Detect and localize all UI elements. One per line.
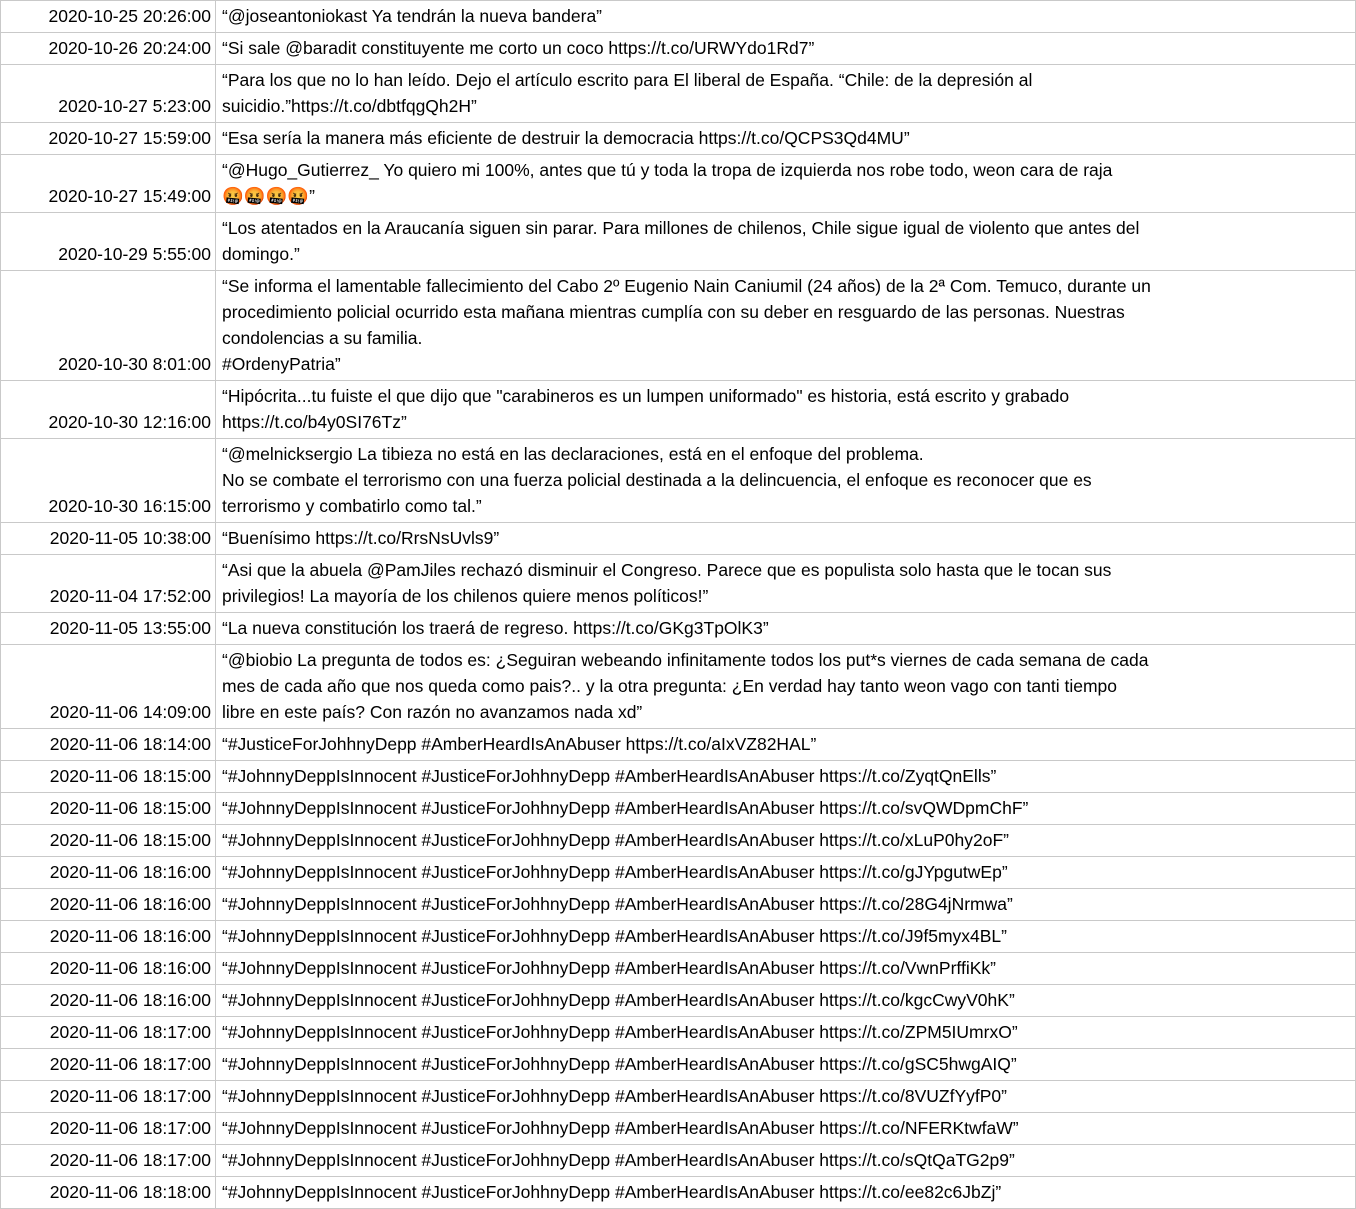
tweet-text: “#JohnnyDeppIsInnocent #JusticeForJohhnyDepp #AmberHeardIsAnAbuser https://t.co/gSC5hwgAIQ” [222, 1054, 1017, 1074]
table-row [0, 953, 1356, 985]
date-value: 2020-10-26 20:24:00 [48, 38, 211, 58]
table-row [0, 1113, 1356, 1145]
tweet-text-cell[interactable] [216, 1, 1356, 32]
date-value: 2020-11-06 18:16:00 [49, 894, 211, 914]
date-value: 2020-11-06 18:15:00 [49, 830, 211, 850]
tweet-text-cell[interactable] [216, 523, 1356, 554]
table-row [0, 123, 1356, 155]
date-value: 2020-11-06 18:16:00 [49, 926, 211, 946]
date-value: 2020-11-06 18:14:00 [49, 734, 211, 754]
tweet-text-cell[interactable] [216, 1017, 1356, 1048]
date-cell[interactable] [0, 729, 216, 760]
date-cell[interactable] [0, 1145, 216, 1176]
table-row [0, 645, 1356, 729]
date-cell[interactable] [0, 857, 216, 888]
table-row [0, 729, 1356, 761]
table-row [0, 921, 1356, 953]
date-cell[interactable] [0, 1017, 216, 1048]
table-row [0, 271, 1356, 381]
date-cell[interactable] [0, 1113, 216, 1144]
table-row [0, 985, 1356, 1017]
tweet-text-cell[interactable] [216, 155, 1356, 212]
tweet-text: “@Hugo_Gutierrez_ Yo quiero mi 100%, antes que tú y toda la tropa de izquierda nos robe todo, weon cara de raja 🤬🤬🤬🤬” [222, 160, 1113, 206]
table-row [0, 213, 1356, 271]
date-cell[interactable] [0, 1177, 216, 1208]
date-value: 2020-11-06 18:15:00 [49, 798, 211, 818]
table-row [0, 523, 1356, 555]
tweet-text: “@melnicksergio La tibieza no está en las declaraciones, está en el enfoque del problema. No se combate el terrorismo con una fuerza policial destinada a la delincuencia, el enfoque es reconocer que es terrorismo y combatirlo como tal.” [222, 444, 1092, 516]
date-cell[interactable] [0, 155, 216, 212]
tweet-text-cell[interactable] [216, 1113, 1356, 1144]
date-value: 2020-11-06 18:16:00 [49, 958, 211, 978]
tweet-text-cell[interactable] [216, 33, 1356, 64]
tweet-text: “#JohnnyDeppIsInnocent #JusticeForJohhnyDepp #AmberHeardIsAnAbuser https://t.co/J9f5myx4BL” [222, 926, 1007, 946]
date-cell[interactable] [0, 889, 216, 920]
date-cell[interactable] [0, 65, 216, 122]
tweet-text-cell[interactable] [216, 123, 1356, 154]
tweet-text: “#JohnnyDeppIsInnocent #JusticeForJohhnyDepp #AmberHeardIsAnAbuser https://t.co/8VUZfYyfP0” [222, 1086, 1007, 1106]
table-row [0, 613, 1356, 645]
date-value: 2020-10-25 20:26:00 [48, 6, 211, 26]
tweet-text-cell[interactable] [216, 793, 1356, 824]
tweet-text: “#JohnnyDeppIsInnocent #JusticeForJohhnyDepp #AmberHeardIsAnAbuser https://t.co/VwnPrffiKk” [222, 958, 996, 978]
date-value: 2020-11-04 17:52:00 [49, 586, 211, 606]
tweet-text: “Buenísimo https://t.co/RrsNsUvls9” [222, 528, 500, 548]
date-value: 2020-11-06 18:17:00 [49, 1022, 211, 1042]
date-cell[interactable] [0, 825, 216, 856]
date-value: 2020-11-06 18:17:00 [49, 1086, 211, 1106]
tweet-text-cell[interactable] [216, 761, 1356, 792]
tweet-text: “#JohnnyDeppIsInnocent #JusticeForJohhnyDepp #AmberHeardIsAnAbuser https://t.co/ee82c6JbZj” [222, 1182, 1002, 1202]
tweet-text-cell[interactable] [216, 1049, 1356, 1080]
tweet-text-cell[interactable] [216, 825, 1356, 856]
date-cell[interactable] [0, 555, 216, 612]
table-row [0, 1017, 1356, 1049]
tweet-text-cell[interactable] [216, 213, 1356, 270]
table-row [0, 825, 1356, 857]
table-row [0, 381, 1356, 439]
tweet-text: “Los atentados en la Araucanía siguen sin parar. Para millones de chilenos, Chile sigue igual de violento que antes del domingo.” [222, 218, 1140, 264]
tweet-text-cell[interactable] [216, 857, 1356, 888]
tweet-text-cell[interactable] [216, 1145, 1356, 1176]
date-cell[interactable] [0, 123, 216, 154]
tweet-text: “#JohnnyDeppIsInnocent #JusticeForJohhnyDepp #AmberHeardIsAnAbuser https://t.co/kgcCwyV0hK” [222, 990, 1015, 1010]
table-row [0, 555, 1356, 613]
date-value: 2020-10-27 15:49:00 [48, 186, 211, 206]
tweet-text: “#JohnnyDeppIsInnocent #JusticeForJohhnyDepp #AmberHeardIsAnAbuser https://t.co/gJYpgutwEp” [222, 862, 1008, 882]
date-cell[interactable] [0, 761, 216, 792]
date-value: 2020-11-06 18:17:00 [49, 1150, 211, 1170]
table-row [0, 439, 1356, 523]
table-row [0, 761, 1356, 793]
table-row [0, 857, 1356, 889]
tweet-text-cell[interactable] [216, 985, 1356, 1016]
date-value: 2020-10-30 8:01:00 [58, 354, 211, 374]
table-row [0, 155, 1356, 213]
tweet-text: “#JohnnyDeppIsInnocent #JusticeForJohhnyDepp #AmberHeardIsAnAbuser https://t.co/ZyqtQnElls” [222, 766, 997, 786]
table-row [0, 889, 1356, 921]
date-cell[interactable] [0, 1049, 216, 1080]
tweet-text-cell[interactable] [216, 271, 1356, 380]
tweet-text: “@biobio La pregunta de todos es: ¿Seguiran webeando infinitamente todos los put*s viernes de cada semana de cada mes de cada año que nos queda como pais?.. y la otra pregunta: ¿En verdad hay tanto weon vago con tanti tiempo libre en este país? Con razón no avanzamos nada xd” [222, 650, 1149, 722]
date-cell[interactable] [0, 271, 216, 380]
date-value: 2020-10-27 5:23:00 [58, 96, 211, 116]
date-cell[interactable] [0, 1, 216, 32]
date-cell[interactable] [0, 793, 216, 824]
tweet-text: “#JohnnyDeppIsInnocent #JusticeForJohhnyDepp #AmberHeardIsAnAbuser https://t.co/xLuP0hy2oF” [222, 830, 1009, 850]
date-value: 2020-10-30 12:16:00 [48, 412, 211, 432]
tweet-text: “#JohnnyDeppIsInnocent #JusticeForJohhnyDepp #AmberHeardIsAnAbuser https://t.co/NFERKtwfaW” [222, 1118, 1019, 1138]
tweet-text: “Para los que no lo han leído. Dejo el artículo escrito para El liberal de España. “Chile: de la depresión al suicidio.”https://t.co/dbtfqgQh2H” [222, 70, 1033, 116]
tweet-text: “Esa sería la manera más eficiente de destruir la democracia https://t.co/QCPS3Qd4MU” [222, 128, 910, 148]
tweet-text-cell[interactable] [216, 645, 1356, 728]
tweet-text: “La nueva constitución los traerá de regreso. https://t.co/GKg3TpOlK3” [222, 618, 769, 638]
date-value: 2020-11-06 14:09:00 [49, 702, 211, 722]
date-cell[interactable] [0, 953, 216, 984]
tweet-text: “Hipócrita...tu fuiste el que dijo que "carabineros es un lumpen uniformado" es historia, está escrito y grabado https://t.co/b4y0SI76Tz” [222, 386, 1070, 432]
date-value: 2020-10-30 16:15:00 [48, 496, 211, 516]
tweet-text-cell[interactable] [216, 889, 1356, 920]
tweet-text: “#JohnnyDeppIsInnocent #JusticeForJohhnyDepp #AmberHeardIsAnAbuser https://t.co/28G4jNrmwa” [222, 894, 1013, 914]
date-cell[interactable] [0, 645, 216, 728]
date-value: 2020-11-06 18:18:00 [49, 1182, 211, 1202]
tweet-text-cell[interactable] [216, 921, 1356, 952]
tweet-text: “Asi que la abuela @PamJiles rechazó disminuir el Congreso. Parece que es populista solo hasta que le tocan sus privilegios! La mayoría de los chilenos quiere menos políticos!” [222, 560, 1112, 606]
tweet-text-cell[interactable] [216, 65, 1356, 122]
date-value: 2020-10-27 15:59:00 [48, 128, 211, 148]
date-cell[interactable] [0, 439, 216, 522]
table-row [0, 1049, 1356, 1081]
table-row [0, 793, 1356, 825]
tweet-text: “Se informa el lamentable fallecimiento del Cabo 2º Eugenio Nain Caniumil (24 años) de la 2ª Com. Temuco, durante un procedimiento policial ocurrido esta mañana mientras cumplía con su deber en resguardo de las personas. Nuestras condolencias a su familia. #OrdenyPatria” [222, 276, 1151, 374]
tweet-text: “#JohnnyDeppIsInnocent #JusticeForJohhnyDepp #AmberHeardIsAnAbuser https://t.co/svQWDpmChF” [222, 798, 1029, 818]
tweet-text: “#JohnnyDeppIsInnocent #JusticeForJohhnyDepp #AmberHeardIsAnAbuser https://t.co/sQtQaTG2p9” [222, 1150, 1015, 1170]
tweet-text-cell[interactable] [216, 613, 1356, 644]
tweet-text: “Si sale @baradit constituyente me corto un coco https://t.co/URWYdo1Rd7” [222, 38, 815, 58]
tweet-text: “#JusticeForJohhnyDepp #AmberHeardIsAnAbuser https://t.co/aIxVZ82HAL” [222, 734, 817, 754]
tweet-text-cell[interactable] [216, 439, 1356, 522]
date-cell[interactable] [0, 985, 216, 1016]
date-value: 2020-10-29 5:55:00 [58, 244, 211, 264]
date-cell[interactable] [0, 213, 216, 270]
date-value: 2020-11-06 18:16:00 [49, 862, 211, 882]
tweet-text-cell[interactable] [216, 729, 1356, 760]
table-row [0, 65, 1356, 123]
date-value: 2020-11-06 18:17:00 [49, 1054, 211, 1074]
date-cell[interactable] [0, 1081, 216, 1112]
tweet-text-cell[interactable] [216, 381, 1356, 438]
date-value: 2020-11-05 13:55:00 [49, 618, 211, 638]
table-row [0, 1177, 1356, 1209]
date-cell[interactable] [0, 33, 216, 64]
tweet-text-cell[interactable] [216, 953, 1356, 984]
table-row [0, 0, 1356, 33]
date-cell[interactable] [0, 523, 216, 554]
date-value: 2020-11-06 18:16:00 [49, 990, 211, 1010]
tweet-text-cell[interactable] [216, 1177, 1356, 1208]
date-value: 2020-11-05 10:38:00 [49, 528, 211, 548]
table-row [0, 33, 1356, 65]
date-value: 2020-11-06 18:15:00 [49, 766, 211, 786]
date-value: 2020-11-06 18:17:00 [49, 1118, 211, 1138]
date-cell[interactable] [0, 613, 216, 644]
tweet-text-cell[interactable] [216, 1081, 1356, 1112]
date-cell[interactable] [0, 921, 216, 952]
date-cell[interactable] [0, 381, 216, 438]
tweet-text-cell[interactable] [216, 555, 1356, 612]
tweet-text: “#JohnnyDeppIsInnocent #JusticeForJohhnyDepp #AmberHeardIsAnAbuser https://t.co/ZPM5IUmrxO” [222, 1022, 1018, 1042]
tweet-text: “@joseantoniokast Ya tendrán la nueva bandera” [222, 6, 603, 26]
table-row [0, 1081, 1356, 1113]
table-row [0, 1145, 1356, 1177]
